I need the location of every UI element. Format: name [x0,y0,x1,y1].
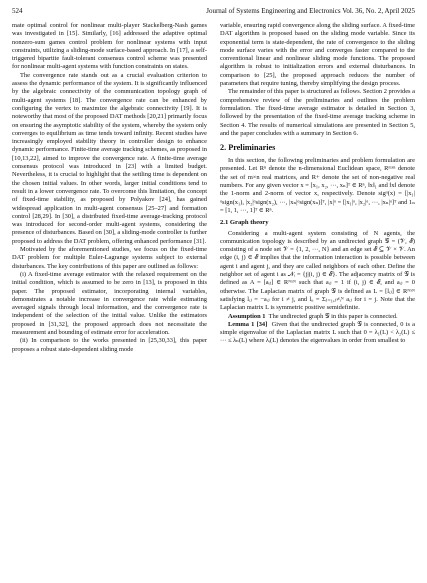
paragraph-preliminaries: In this section, the following preliminaries and problem formulation are presented. Let Rⁿ denote the n-dimensional Euclidean space, Rᵐˣⁿ denote the set of m×n real matrices, and R+ denote the set of non-negative real numbers. For any given vector x = [x₁, x₂, ···, xₙ]ᵀ ∈ Rⁿ, ‖x‖₁ and ‖x‖ denote the 1-norm and 2-norm of vector x, respectively. Denote sigᵅ(x) = [|x₁|ᵅsign(x₁), |x₂|ᵅsign(x₂), ···, |xₙ|ᵅsign(xₙ)]ᵀ, |x|ᵅ = [|x₁|ᵅ, |x₂|ᵅ, ···, |xₙ|ᵅ]ᵀ and 1ₙ = [1, 1, ···, 1]ᵀ ∈ Rⁿ. [220,157,415,214]
assumption-text: The undirected graph 𝒢 in this paper is connected. [268,312,398,320]
assumption-1 [220,313,415,321]
lemma-1 [220,321,415,346]
paragraph-left-1: mate optimal control for nonlinear multi-player Stackelberg-Nash games was investigated in [15]. Similarly, [16] addressed the adaptive optimal nonzero-sum games control problem for nonlinear systems with input constraints, utilizing a sliding-mode surface-based approach. In [17], a self-triggered bipartite fault-tolerant consensus control scheme was presented for nonlinear multi-agent systems with function constraints on states. [12,22,207,71]
paragraph-right-2: The remainder of this paper is structured as follows. Section 2 provides a comprehensive review of the preliminaries and outlines the problem formulation. The fixed-time average estimator is detailed in Section 3, followed by the presentation of the fixed-time average tracking scheme in Section 4. The results of numerical simulations are presented in Section 5, and the paper concludes with a summary in Section 6. [220,88,415,137]
assumption-label: Assumption 1 [228,312,266,320]
paragraph-left-3: Motivated by the aforementioned studies, we focus on the fixed-time DAT problem for multiple Euler-Lagrange systems subject to external disturbances. The key contributions of this paper are outlined as follows: [12,246,207,270]
paragraph-right-1: variable, ensuring rapid convergence along the sliding surface. A fixed-time DAT algorithm is proposed based on the sliding mode variable. Since its exponential term is state-dependent, the rate of convergence to the sliding mode surface varies with the error and converges faster compared to the conventional linear and nonlinear sliding mode functions. The proposed algorithm is robust to initialization errors and external disturbances. In comparison to [25], the proposed approach reduces the number of parameters that require tuning, thereby simplifying the design process. [220,22,415,88]
left-column [12,22,207,354]
paragraph-graph-theory: Considering a multi-agent system consisting of N agents, the communication topology is described by an undirected graph 𝒢 = (𝒱, ℰ) consisting of a node set 𝒱 = {1, 2, ···, N} and an edge set ℰ ⊆ 𝒱 × 𝒱. An edge (i, j) ∈ ℰ implies that the information interaction is possible between agent i and agent j, and they are called neighbors of each other. Define the neighbor set of agent i as 𝒩ᵢ = {j|(i, j) ∈ ℰ}. The adjacency matrix of 𝒢 is defined as A = [aᵢⱼ] ∈ Rᴺˣᴺ such that aᵢⱼ = 1 if (i, j) ∈ ℰ, and aᵢⱼ = 0 otherwise. The Laplacian matrix of graph 𝒢 is defined as L = [lᵢⱼ] ∈ Rᴺˣᴺ satisfying lᵢⱼ = −aᵢⱼ for i ≠ j, and lᵢᵢ = Σⱼ₌₁,ⱼ≠ᵢᴺ aᵢⱼ for i = j. Note that the Laplacian matrix L is symmetric positive semidefinite. [220,229,415,312]
subsection-heading: 2.1 Graph theory [220,219,269,227]
lemma-label: Lemma 1 [34] [228,320,268,328]
journal-running-head: Journal of Systems Engineering and Electronics Vol. 36, No. 2, April 2025 [206,7,415,15]
right-column [220,22,415,346]
paragraph-left-5: (ii) In comparison to the works presented in [25,30,33], this paper proposes a robust state-dependent sliding mode [12,337,207,353]
page-header [12,4,415,18]
paragraph-left-2: The convergence rate stands out as a crucial evaluation criterion to assess the dynamic performance of the system. It is significantly influenced by the algebraic connectivity of the communication topology graph of multi-agent systems [18]. The convergence rate can be enhanced by configuring the vertex to maximize the algebraic connectivity [19]. It is noteworthy that most of the proposed DAT methods [20,21] primarily focus on ensuring the asymptotic stability of the system, whereby the system only converges to equilibrium as time tends toward infinity. Recent studies have increasingly employed stability theory in controller design to enhance dynamic performance. Finite-time average tracking schemes, as proposed in [10,13,22], aimed to improve the convergence rate. A finite-time average consensus protocol was introduced in [23] with a limited budget. Nevertheless, it is crucial to highlight that the settling time is dependent on the chosen initial values. In other words, larger initial conditions tend to result in a lower convergence rate. To overcome this limitation, the concept of fixed-time stability, as proposed by Polyakov [24], has gained widespread application in multi-agent consensus [25–27] and formation control [28,29]. In [30], a distributed fixed-time average-tracking protocol was introduced for second-order multi-agent systems, considering the presence of disturbances. Based on [30], a sliding-mode controller is further proposed to address the DAT problem, offering enhanced performance [31]. [12,71,207,245]
page-number: 524 [12,7,23,15]
section-heading: 2. Preliminaries [220,143,276,153]
lemma-text: Given that the undirected graph 𝒢 is connected, 0 is a simple eigenvalue of the Laplacian matrix L such that 0 = λ₁(L) < λ₂(L) ≤ ··· ≤ λₙ(L) where λᵢ(L) denotes the eigenvalues in order from smallest to [220,320,415,345]
paragraph-left-4: (i) A fixed-time average estimator with the relaxed requirement on the initial condition, which is assumed to be zero in [13], is proposed in this paper. The proposed estimator, incorporating internal variables, demonstrates a notable increase in convergence rate while estimating averaged signals through local information, and the convergence rate is independent of the selection of the initial value. Unlike the estimators proposed in [31,32], the proposed approach does not necessitate the measurement and bounding of estimate error for acceleration. [12,270,207,336]
